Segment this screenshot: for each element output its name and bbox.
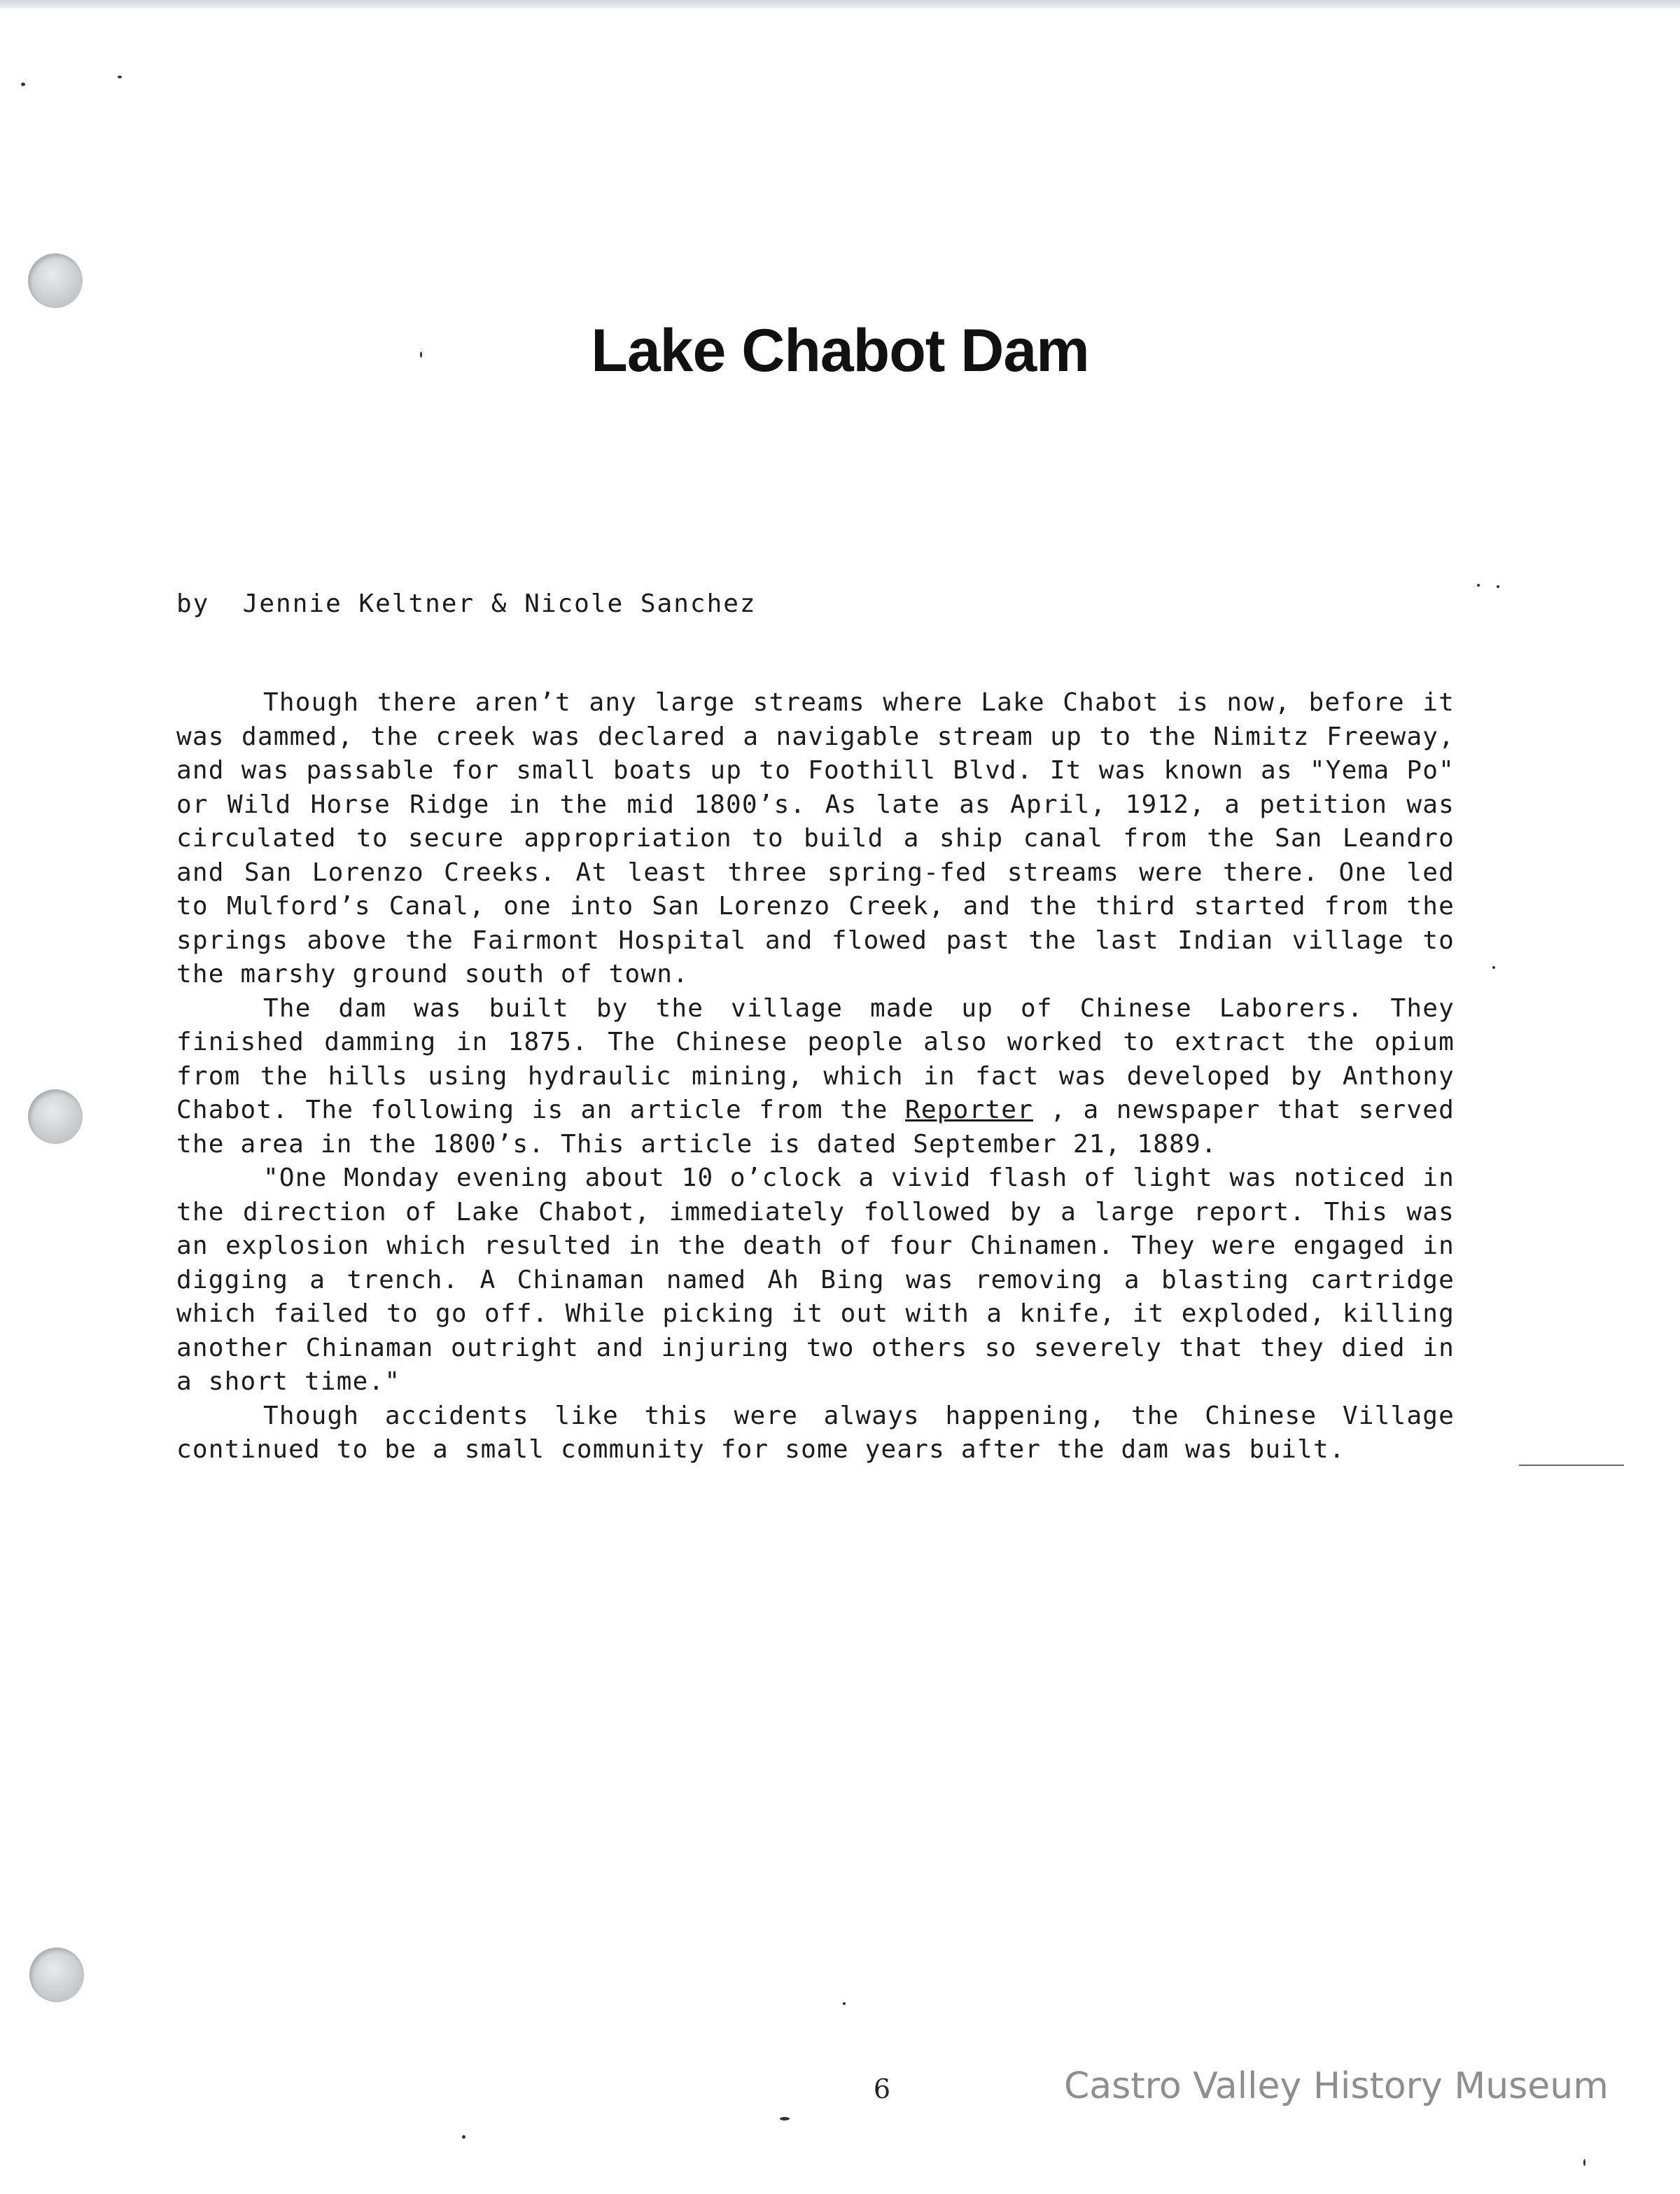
paragraph-3: "One Monday evening about 10 o’clock a vivid flash of light was noticed in the direction of Lake Chabot, immediately followed by a large report. This was an explosion which resulted in the death of four Chinamen. They were engaged in digging a trench. A Chinaman named Ah Bing was removing a blasting cartridge which failed to go off. While picking it out with a knife, it exploded, killing another Chinaman outright and injuring two others so severely that they died in a short time." bbox=[176, 1164, 1455, 1396]
page-title: Lake Chabot Dam bbox=[591, 317, 1089, 384]
punch-hole-top bbox=[28, 253, 83, 308]
punch-hole-middle bbox=[28, 1089, 83, 1144]
scan-speck bbox=[1583, 2159, 1586, 2166]
byline: by Jennie Keltner & Nicole Sanchez bbox=[176, 589, 757, 618]
reporter-title: Reporter bbox=[904, 1096, 1033, 1124]
scan-speck bbox=[1497, 585, 1499, 588]
paragraph-1: Though there aren’t any large streams where Lake Chabot is now, before it was dammed, the creek was declared a navigable stream up to the Nimitz Freeway, and was passable for small boats up to Foothill Blvd. It was known as "Yema Po" or Wild Horse Ridge in the mid 1800’s. As late as April, 1912, a petition was circulated to secure appropriation to build a ship canal from the San Leandro and San Lorenzo Creeks. At least three spring-fed streams were there. One led to Mulford’s Canal, one into San Lorenzo Creek, and the third started from the springs above the Fairmont Hospital and flowed past the last Indian village to the marshy ground south of town. bbox=[176, 688, 1455, 988]
article-body bbox=[176, 686, 1455, 1467]
scan-speck bbox=[780, 2117, 790, 2120]
scan-speck bbox=[21, 83, 25, 86]
scan-speck bbox=[118, 76, 122, 78]
scan-speck bbox=[843, 2002, 846, 2005]
scan-edge bbox=[0, 0, 1680, 8]
museum-watermark: Castro Valley History Museum bbox=[1064, 2065, 1609, 2107]
page-number: 6 bbox=[873, 2074, 891, 2104]
scan-speck bbox=[1477, 584, 1480, 587]
paragraph-2-text-a: The dam was built by the village made up of Chinese Laborers. They finished damming in 1875. The Chinese people also worked to extract the opium from the hills using hydraulic mining, which in fact was developed by Anthony Chabot. The following is an article from the bbox=[176, 993, 1455, 1124]
scan-speck bbox=[462, 2135, 465, 2139]
punch-hole-bottom bbox=[29, 1948, 84, 2002]
paragraph-4: Though accidents like this were always happening, the Chinese Village continued to be a small community for some years after the dam was built. bbox=[176, 1401, 1455, 1464]
scan-speck bbox=[420, 351, 422, 358]
paragraph-2-text-b: , a newspaper that served the area in the 1800’s. This article is dated September 21, 1889. bbox=[176, 1096, 1455, 1159]
scan-dash bbox=[1519, 1465, 1624, 1466]
paragraph-2 bbox=[176, 992, 1455, 1162]
scan-speck bbox=[1492, 966, 1495, 969]
